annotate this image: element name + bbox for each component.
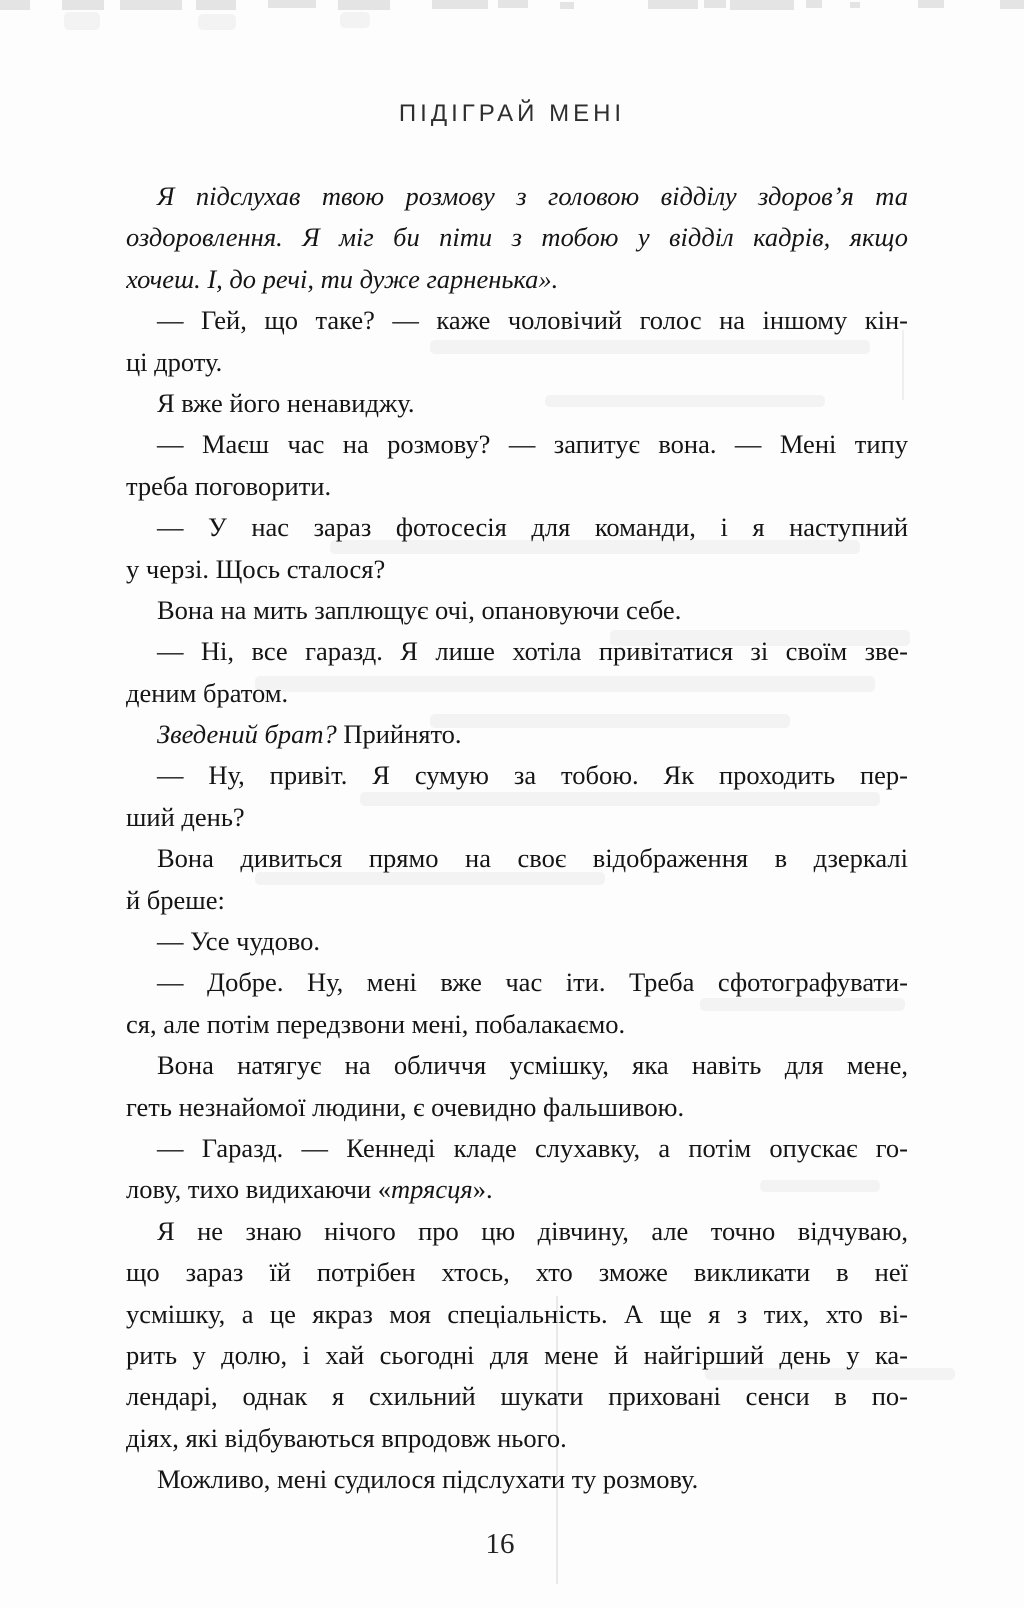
text-line: геть незнайомої людини, є очевидно фальшивою. xyxy=(126,1091,685,1122)
text-line: ший день? xyxy=(126,801,245,832)
text-line: ці дроту. xyxy=(126,346,223,377)
text-line: й бреше: xyxy=(126,884,225,915)
text-line: діях, які відбуваються впродовж нього. xyxy=(126,1422,567,1453)
text-line: Вона на мить заплющує очі, опановуючи себе. xyxy=(157,594,682,625)
text-line: треба поговорити. xyxy=(126,470,332,501)
text-line: у черзі. Щось сталося? xyxy=(126,553,386,584)
text-line: — Ну, привіт. Я сумую за тобою. Як проходить пер- xyxy=(157,760,908,791)
text-line: що зараз їй потрібен хтось, хто зможе викликати в неї xyxy=(126,1257,908,1288)
text-line: — Гаразд. — Кеннеді кладе слухавку, а потім опускає го- xyxy=(157,1132,908,1163)
text-line: Я підслухав твою розмову з головою відділу здоров’я та xyxy=(157,181,908,211)
text-line: деним братом. xyxy=(126,677,289,708)
text-line: Я не знаю нічого про цю дівчину, але точно відчуваю, xyxy=(157,1215,908,1246)
page-number: 16 xyxy=(485,1528,515,1560)
text-line: лендарі, однак я схильний шукати приховані сенси в по- xyxy=(126,1381,908,1412)
text-line: — Гей, що таке? — каже чоловічий голос на іншому кін- xyxy=(157,305,908,336)
text-line: Я вже його ненавиджу. xyxy=(157,387,415,418)
text-line: оздоровлення. Я міг би піти з тобою у відділ кадрів, якщо xyxy=(126,222,908,253)
text-line: лову, тихо видихаючи «трясця». xyxy=(126,1174,493,1205)
text-line: Вона натягує на обличчя усмішку, яка навіть для мене, xyxy=(157,1050,908,1081)
text-line: — У нас зараз фотосесія для команди, і я наступний xyxy=(157,512,908,543)
running-head-title: ПІДІГРАЙ МЕНІ xyxy=(398,100,626,127)
text-line: усмішку, а це якраз моя спеціальність. А ще я з тих, хто ві- xyxy=(126,1298,908,1329)
text-line: — Добре. Ну, мені вже час іти. Треба сфотографувати- xyxy=(157,967,908,998)
text-line: хочеш. І, до речі, ти дуже гарненька». xyxy=(126,263,559,294)
text-line: — Ні, все гаразд. Я лише хотіла привітатися зі своїм зве- xyxy=(157,636,908,667)
text-line: ся, але потім передзвони мені, побалакаємо. xyxy=(126,1008,626,1039)
text-line: Можливо, мені судилося підслухати ту розмову. xyxy=(157,1464,699,1495)
text-line: — Маєш час на розмову? — запитує вона. — Мені типу xyxy=(157,429,908,460)
text-line: Вона дивиться прямо на своє відображення в дзеркалі xyxy=(157,843,908,874)
text-line: — Усе чудово. xyxy=(157,926,321,957)
text-line: Зведений брат? Прийнято. xyxy=(157,719,462,750)
text-line: рить у долю, і хай сьогодні для мене й найгірший день у ка- xyxy=(126,1339,908,1370)
text-body xyxy=(126,176,908,1501)
